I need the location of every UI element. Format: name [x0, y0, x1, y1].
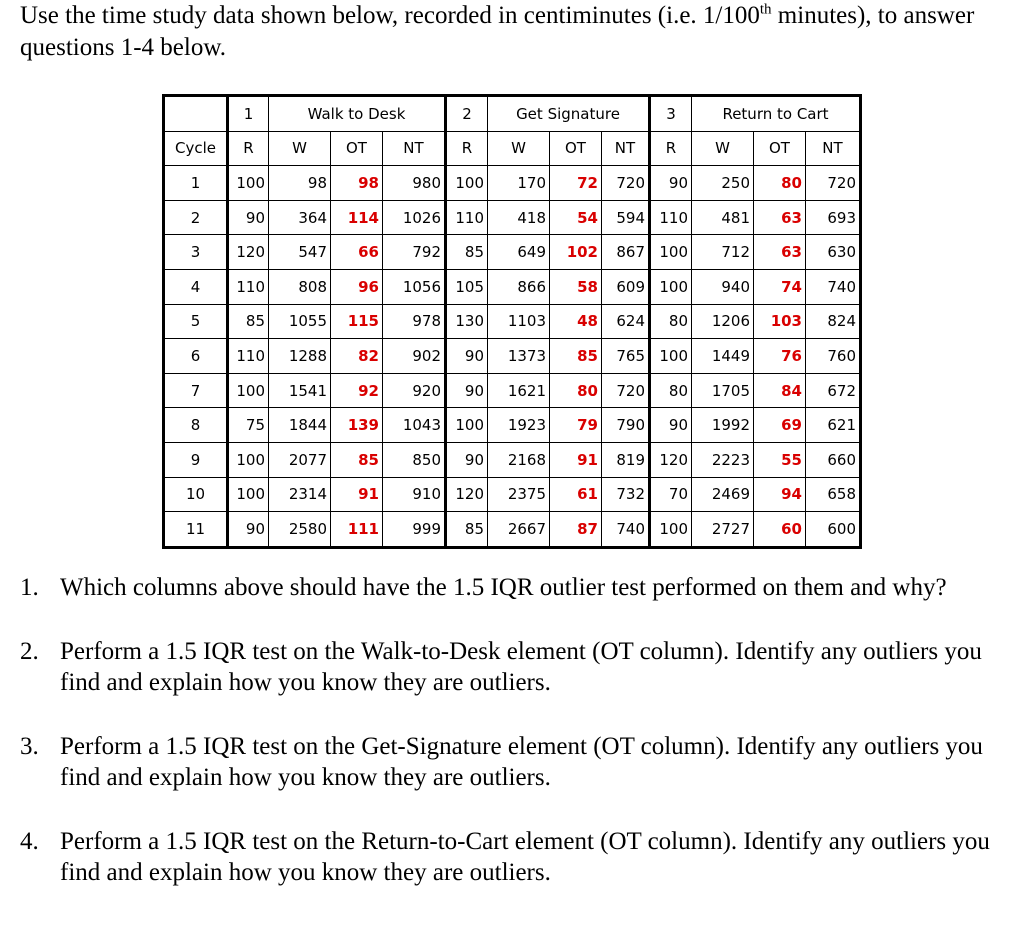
table-cell: 600 — [806, 512, 861, 548]
table-cell: 139 — [331, 408, 383, 443]
table-cell: 980 — [383, 166, 446, 201]
table-cell: 1055 — [269, 304, 331, 339]
column-header: W — [692, 131, 754, 166]
table-cell: 60 — [754, 512, 806, 548]
table-cell: 2375 — [488, 477, 550, 512]
table-cell: 120 — [650, 442, 692, 477]
table-cell: 80 — [650, 304, 692, 339]
table-cell: 732 — [602, 477, 650, 512]
table-cell: 250 — [692, 166, 754, 201]
table-row — [164, 512, 861, 548]
table-cell: 866 — [488, 269, 550, 304]
table-cell: 547 — [269, 235, 331, 270]
column-header: OT — [550, 131, 602, 166]
table-cell: 90 — [446, 339, 488, 374]
table-cell: 98 — [331, 166, 383, 201]
table-cell: 76 — [754, 339, 806, 374]
question-item — [20, 826, 1000, 888]
table-cell: 79 — [550, 408, 602, 443]
table-cell: 85 — [446, 235, 488, 270]
question-number: 1. — [20, 574, 39, 601]
table-cell: 2223 — [692, 442, 754, 477]
question-number: 4. — [20, 828, 39, 855]
table-cell: 66 — [331, 235, 383, 270]
table-row — [164, 200, 861, 235]
table-cell: 658 — [806, 477, 861, 512]
table-cell: 999 — [383, 512, 446, 548]
table-row — [164, 477, 861, 512]
table-cell: 84 — [754, 373, 806, 408]
cycle-cell: 6 — [164, 339, 228, 374]
table-cell: 1992 — [692, 408, 754, 443]
instructions — [20, 0, 1010, 64]
table-cell: 867 — [602, 235, 650, 270]
table-cell: 910 — [383, 477, 446, 512]
table-cell: 621 — [806, 408, 861, 443]
table-row — [164, 339, 861, 374]
table-cell: 120 — [228, 235, 269, 270]
table-cell: 55 — [754, 442, 806, 477]
table-row — [164, 373, 861, 408]
column-header: NT — [602, 131, 650, 166]
table-cell: 70 — [650, 477, 692, 512]
column-header: OT — [331, 131, 383, 166]
table-cell: 105 — [446, 269, 488, 304]
table-cell: 2469 — [692, 477, 754, 512]
table-cell: 100 — [228, 373, 269, 408]
cycle-cell: 7 — [164, 373, 228, 408]
question-text: Perform a 1.5 IQR test on the Return-to-Cart element (OT column). Identify any outliers you find and explain how you know they are outliers. — [60, 828, 990, 886]
table-cell: 100 — [650, 235, 692, 270]
table-cell: 92 — [331, 373, 383, 408]
column-header: OT — [754, 131, 806, 166]
table-cell: 90 — [446, 373, 488, 408]
table-cell: 103 — [754, 304, 806, 339]
table-cell: 130 — [446, 304, 488, 339]
table-cell: 1705 — [692, 373, 754, 408]
table-cell: 85 — [550, 339, 602, 374]
table-cell: 720 — [602, 373, 650, 408]
table-cell: 90 — [650, 408, 692, 443]
table-cell: 1056 — [383, 269, 446, 304]
table-cell: 102 — [550, 235, 602, 270]
table-cell: 2580 — [269, 512, 331, 548]
question-item — [20, 572, 1000, 603]
table-cell: 902 — [383, 339, 446, 374]
cycle-cell: 1 — [164, 166, 228, 201]
table-cell: 80 — [754, 166, 806, 201]
column-header: NT — [806, 131, 861, 166]
table-cell: 1043 — [383, 408, 446, 443]
table-cell: 1541 — [269, 373, 331, 408]
table-cell: 720 — [806, 166, 861, 201]
table-row — [164, 304, 861, 339]
table-cell: 2168 — [488, 442, 550, 477]
table-cell: 90 — [650, 166, 692, 201]
table-cell: 100 — [446, 408, 488, 443]
table-cell: 100 — [446, 166, 488, 201]
table-cell: 1923 — [488, 408, 550, 443]
table-cell: 2314 — [269, 477, 331, 512]
table-cell: 98 — [269, 166, 331, 201]
table-cell: 624 — [602, 304, 650, 339]
table-cell: 90 — [228, 512, 269, 548]
group-number: 1 — [228, 96, 269, 132]
table-cell: 90 — [446, 442, 488, 477]
cycle-cell: 3 — [164, 235, 228, 270]
column-header-row — [164, 131, 861, 166]
table-cell: 100 — [228, 477, 269, 512]
table-cell: 115 — [331, 304, 383, 339]
cycle-cell: 4 — [164, 269, 228, 304]
table-cell: 740 — [602, 512, 650, 548]
table-cell: 1844 — [269, 408, 331, 443]
table-cell: 760 — [806, 339, 861, 374]
table-cell: 790 — [602, 408, 650, 443]
table-cell: 824 — [806, 304, 861, 339]
table-cell: 96 — [331, 269, 383, 304]
cycle-cell: 10 — [164, 477, 228, 512]
table-cell: 1621 — [488, 373, 550, 408]
table-cell: 63 — [754, 200, 806, 235]
table-cell: 649 — [488, 235, 550, 270]
table-cell: 54 — [550, 200, 602, 235]
column-header: R — [650, 131, 692, 166]
table-cell: 1103 — [488, 304, 550, 339]
table-cell: 418 — [488, 200, 550, 235]
table-cell: 850 — [383, 442, 446, 477]
table-cell: 110 — [228, 269, 269, 304]
table-cell: 72 — [550, 166, 602, 201]
table-cell: 2077 — [269, 442, 331, 477]
group-number: 3 — [650, 96, 692, 132]
table-cell: 1449 — [692, 339, 754, 374]
cycle-cell: 11 — [164, 512, 228, 548]
table-cell: 630 — [806, 235, 861, 270]
cycle-cell: 8 — [164, 408, 228, 443]
table-cell: 170 — [488, 166, 550, 201]
table-cell: 720 — [602, 166, 650, 201]
column-header: Cycle — [164, 131, 228, 166]
table-cell: 120 — [446, 477, 488, 512]
column-header: W — [269, 131, 331, 166]
table-cell: 75 — [228, 408, 269, 443]
question-item — [20, 636, 1000, 698]
table-cell: 594 — [602, 200, 650, 235]
table-cell: 100 — [650, 512, 692, 548]
table-cell: 481 — [692, 200, 754, 235]
table-cell: 693 — [806, 200, 861, 235]
table-cell: 100 — [650, 269, 692, 304]
table-row — [164, 442, 861, 477]
table-row — [164, 269, 861, 304]
instructions-superscript: th — [759, 1, 772, 18]
table-cell: 1026 — [383, 200, 446, 235]
question-text: Perform a 1.5 IQR test on the Walk-to-Desk element (OT column). Identify any outliers you find and explain how you know they are outliers. — [60, 638, 982, 696]
table-cell: 58 — [550, 269, 602, 304]
table-cell: 660 — [806, 442, 861, 477]
table-cell: 85 — [228, 304, 269, 339]
table-cell: 740 — [806, 269, 861, 304]
table-row — [164, 408, 861, 443]
table-cell: 91 — [331, 477, 383, 512]
table-cell: 111 — [331, 512, 383, 548]
table-cell: 87 — [550, 512, 602, 548]
table-cell: 978 — [383, 304, 446, 339]
table-cell: 94 — [754, 477, 806, 512]
question-item — [20, 731, 1000, 793]
instructions-text-part1: Use the time study data shown below, recorded in centiminutes (i.e. 1/100 — [20, 2, 760, 29]
table-cell: 1206 — [692, 304, 754, 339]
table-cell: 672 — [806, 373, 861, 408]
cycle-cell: 5 — [164, 304, 228, 339]
table-cell: 364 — [269, 200, 331, 235]
table-cell: 85 — [331, 442, 383, 477]
table-cell: 100 — [650, 339, 692, 374]
table-cell: 80 — [550, 373, 602, 408]
table-cell: 82 — [331, 339, 383, 374]
cycle-cell: 9 — [164, 442, 228, 477]
table-row — [164, 166, 861, 201]
group-number: 2 — [446, 96, 488, 132]
table-cell: 940 — [692, 269, 754, 304]
question-number: 3. — [20, 733, 39, 760]
instructions-text-part2: minutes), to answer questions 1-4 below. — [20, 2, 975, 61]
table-cell: 1373 — [488, 339, 550, 374]
table-cell: 609 — [602, 269, 650, 304]
table-cell: 48 — [550, 304, 602, 339]
table-cell: 2727 — [692, 512, 754, 548]
column-header: NT — [383, 131, 446, 166]
column-header: R — [446, 131, 488, 166]
group-label: Return to Cart — [692, 96, 861, 132]
table-cell: 61 — [550, 477, 602, 512]
table-cell: 110 — [446, 200, 488, 235]
table-cell: 91 — [550, 442, 602, 477]
group-header-row — [164, 96, 861, 132]
question-list — [20, 572, 1000, 921]
table-row — [164, 235, 861, 270]
table-cell: 2667 — [488, 512, 550, 548]
table-cell: 1288 — [269, 339, 331, 374]
cycle-cell: 2 — [164, 200, 228, 235]
table-cell: 792 — [383, 235, 446, 270]
table-cell: 100 — [228, 166, 269, 201]
column-header: W — [488, 131, 550, 166]
table-cell: 808 — [269, 269, 331, 304]
table-cell: 90 — [228, 200, 269, 235]
corner-cell — [164, 96, 228, 132]
time-study-table — [162, 94, 862, 549]
question-number: 2. — [20, 638, 39, 665]
table-cell: 110 — [650, 200, 692, 235]
table-cell: 712 — [692, 235, 754, 270]
question-text: Perform a 1.5 IQR test on the Get-Signature element (OT column). Identify any outliers you find and explain how you know they are outliers. — [60, 733, 983, 791]
table-cell: 100 — [228, 442, 269, 477]
table-cell: 69 — [754, 408, 806, 443]
group-label: Get Signature — [488, 96, 650, 132]
column-header: R — [228, 131, 269, 166]
table-cell: 114 — [331, 200, 383, 235]
table-cell: 110 — [228, 339, 269, 374]
table-cell: 920 — [383, 373, 446, 408]
group-label: Walk to Desk — [269, 96, 446, 132]
table-cell: 85 — [446, 512, 488, 548]
table-cell: 63 — [754, 235, 806, 270]
table-cell: 765 — [602, 339, 650, 374]
table-cell: 819 — [602, 442, 650, 477]
table-cell: 74 — [754, 269, 806, 304]
table-cell: 80 — [650, 373, 692, 408]
question-text: Which columns above should have the 1.5 IQR outlier test performed on them and why? — [60, 574, 947, 601]
